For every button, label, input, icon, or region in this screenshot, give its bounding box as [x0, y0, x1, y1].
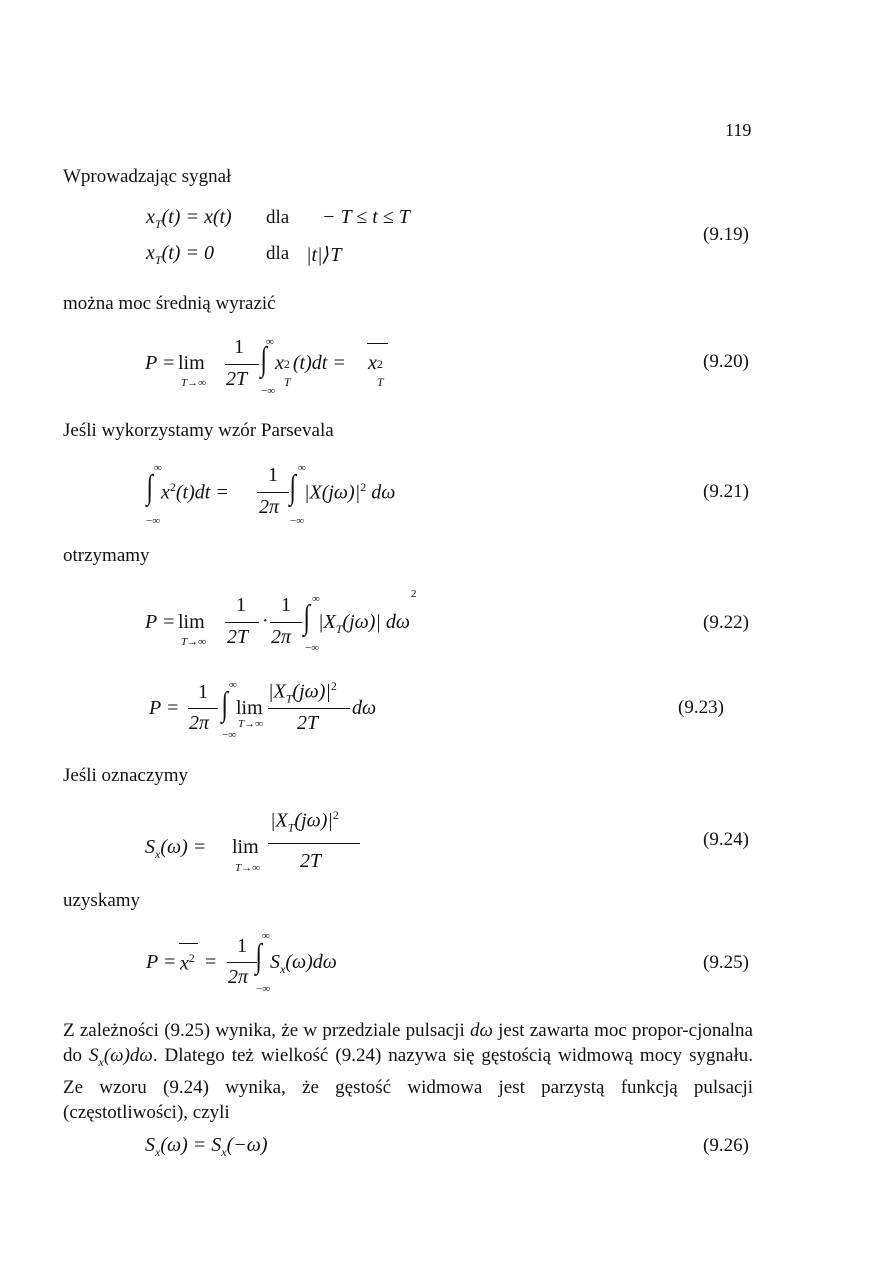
eq-9-19-x: x	[146, 206, 155, 228]
eq-9-21-integral-sign-2: ∫	[289, 469, 296, 506]
eq-9-24-lim-sub: T→∞	[235, 862, 260, 874]
eq-9-22-number: (9.22)	[703, 612, 749, 633]
eq-9-26-s-sub: x	[155, 1145, 161, 1159]
eq-9-26-rest: (ω) =	[160, 1134, 207, 1156]
eq-9-25-frac-line	[227, 962, 257, 963]
eq-9-20-number: (9.20)	[703, 351, 749, 372]
eq-9-24-rest: (ω) =	[160, 836, 207, 858]
eq-9-22-lower: −∞	[305, 642, 320, 654]
eq-9-24-frac-num	[270, 808, 339, 836]
para-sx-sub: x	[98, 1054, 104, 1069]
eq-9-24-frac-line	[268, 843, 360, 844]
eq-9-25-rest: (ω)dω	[285, 951, 337, 973]
eq-9-25-s: S	[270, 951, 280, 973]
eq-9-19-number: (9.19)	[703, 224, 749, 245]
eq-9-24-lhs	[145, 836, 206, 862]
eq-9-19-sub2: T	[154, 253, 162, 267]
eq-9-26-number: (9.26)	[703, 1135, 749, 1156]
eq-9-20-upper: ∞	[266, 336, 274, 348]
eq-9-25-bar-term	[180, 951, 195, 976]
eq-9-21-lower2: −∞	[290, 515, 305, 527]
eq-9-26-s2: S	[211, 1134, 222, 1156]
eq-9-22-lim-sub: T→∞	[181, 636, 206, 648]
eq-9-20-overbar	[367, 343, 388, 344]
eq-9-21-upper2: ∞	[298, 462, 306, 474]
eq-9-22-lim: lim	[178, 611, 205, 633]
para-sx: S	[89, 1045, 99, 1066]
eq-9-21-sup: 2	[169, 480, 176, 494]
eq-9-20-lhs: P =	[145, 352, 176, 374]
eq-9-26-rhs-rest: (−ω)	[226, 1134, 268, 1156]
eq-9-22-abs: |X	[318, 611, 336, 633]
eq-9-22-frac-line-1	[225, 622, 259, 623]
intro-text-parseval: Jeśli wykorzystamy wzór Parsevala	[63, 420, 334, 441]
eq-9-20-bar-term	[368, 352, 386, 389]
eq-9-25-lower: −∞	[256, 983, 271, 995]
para-sx-rest: (ω)dω	[103, 1045, 153, 1066]
eq-9-22-den2: 2π	[271, 626, 292, 648]
intro-text-power: można moc średnią wyrazić	[63, 293, 276, 314]
eq-9-20-lower: −∞	[261, 385, 276, 397]
eq-9-19-cond1: − T ≤ t ≤ T	[322, 206, 410, 228]
eq-9-23-dw: dω	[352, 697, 377, 719]
eq-9-20-bar-x: x	[368, 352, 377, 374]
eq-9-25-integral-sign: ∫	[255, 938, 262, 975]
eq-9-23-integral-sign: ∫	[221, 686, 228, 723]
eq-9-21-num: 1	[268, 464, 278, 486]
eq-9-22-abs-sub: T	[335, 622, 343, 636]
eq-9-22-upper: ∞	[312, 593, 320, 605]
eq-9-23-num: 1	[198, 681, 208, 703]
eq-9-24-s: S	[145, 836, 155, 858]
eq-9-25-x: x	[180, 952, 189, 975]
eq-9-19-arg2: (t) = 0	[161, 242, 214, 264]
eq-9-22-abs-rest: (jω)|	[342, 611, 381, 633]
eq-9-19-cond2: |t|⟩T	[306, 244, 342, 266]
eq-9-22-lhs: P =	[145, 611, 176, 633]
eq-9-23-lower: −∞	[222, 729, 237, 741]
eq-9-24-lim: lim	[232, 836, 259, 858]
eq-9-21-abs-sup: 2	[360, 480, 367, 494]
eq-9-20-bar-sub: T	[376, 375, 384, 389]
eq-9-22-den1: 2T	[227, 626, 249, 648]
eq-9-21-den: 2π	[259, 496, 280, 518]
eq-9-24-abs-sup: 2	[332, 808, 339, 822]
eq-9-21-frac-line	[257, 492, 289, 493]
eq-9-22-dw: dω	[385, 611, 411, 633]
eq-9-20-frac-line	[225, 364, 259, 365]
eq-9-25-s-sub: x	[280, 962, 286, 976]
eq-9-23-frac-den: 2T	[297, 712, 319, 734]
eq-9-23-den: 2π	[189, 712, 210, 734]
eq-9-23-lhs: P =	[149, 697, 180, 719]
para-part-1: Z zależności (9.25) wynika, że w przedziale pulsacji	[63, 1020, 470, 1041]
eq-9-19-line2	[146, 242, 214, 268]
eq-9-26-s: S	[145, 1134, 155, 1156]
eq-9-19-sub: T	[154, 217, 162, 231]
eq-9-25-upper: ∞	[262, 930, 270, 942]
eq-9-19-x2: x	[146, 242, 155, 264]
eq-9-20-bar-sup: 2	[376, 357, 383, 371]
eq-9-23-frac-num	[268, 679, 337, 707]
eq-9-19-word2: dla	[266, 243, 290, 264]
para-part-3: . Dlatego też wielkość (9.24) nazywa się gęstością widmową mocy sygnału. Ze wzoru (9.24) wynika, że gęstość widmowa jest parzystą funkcją pulsacji (częstotliwości), czyli	[63, 1045, 753, 1123]
eq-9-23-abs-sup: 2	[330, 679, 337, 693]
eq-9-20-integral-sign: ∫	[260, 341, 267, 378]
eq-9-21-number: (9.21)	[703, 481, 749, 502]
eq-9-25-sup: 2	[188, 951, 195, 965]
eq-9-24-abs-sub: T	[287, 820, 295, 835]
eq-9-19-word1: dla	[266, 207, 290, 228]
eq-9-25-overbar	[179, 943, 198, 944]
eq-9-23-abs-sub: T	[285, 691, 293, 706]
eq-9-20-num: 1	[234, 336, 244, 358]
eq-9-24-s-sub: x	[155, 847, 161, 861]
para-dw: dω	[469, 1020, 493, 1041]
eq-9-26-s2-sub: x	[221, 1145, 227, 1159]
eq-9-20-x: x	[275, 352, 284, 374]
eq-9-22-num1: 1	[236, 594, 246, 616]
eq-9-26-lhs	[145, 1134, 268, 1160]
eq-9-19-arg1: (t) = x(t)	[161, 206, 232, 228]
eq-9-22-num2: 1	[281, 594, 291, 616]
eq-9-20-den: 2T	[226, 368, 248, 390]
eq-9-20-lim-sub: T→∞	[181, 377, 206, 389]
eq-9-20-lim: lim	[178, 352, 205, 374]
eq-9-21-rest: (t)dt =	[175, 481, 229, 504]
intro-text-signal: Wprowadzając sygnał	[63, 166, 232, 187]
intro-text-denote: Jeśli oznaczymy	[63, 765, 189, 786]
eq-9-23-abs-rest: (jω)|	[292, 680, 331, 703]
eq-9-23-upper: ∞	[229, 679, 237, 691]
eq-9-24-number: (9.24)	[703, 829, 749, 850]
eq-9-21-x: x	[161, 481, 170, 504]
eq-9-22-integral-sign: ∫	[303, 599, 310, 636]
eq-9-20-integrand	[275, 352, 346, 389]
eq-9-25-eq: =	[205, 951, 217, 973]
eq-9-23-lim-sub: T→∞	[238, 718, 263, 730]
eq-9-21-lower1: −∞	[146, 515, 161, 527]
eq-9-20-rest: (t)dt =	[292, 352, 346, 374]
intro-text-obtain-2: uzyskamy	[63, 890, 141, 911]
eq-9-25-num: 1	[237, 935, 247, 957]
eq-9-20-sub: T	[283, 375, 291, 389]
eq-9-23-lim: lim	[236, 697, 263, 719]
eq-9-21-integral-sign-1: ∫	[146, 469, 153, 506]
eq-9-25-lhs: P =	[146, 951, 177, 973]
eq-9-24-abs-rest: (jω)|	[294, 809, 333, 832]
eq-9-21-dw: dω	[371, 481, 396, 504]
eq-9-24-frac-den: 2T	[300, 850, 322, 872]
eq-9-21-lhs	[161, 480, 229, 505]
eq-9-25-number: (9.25)	[703, 952, 749, 973]
eq-9-23-frac-line	[188, 708, 218, 709]
intro-text-obtain: otrzymamy	[63, 545, 150, 566]
page-number: 119	[725, 120, 752, 140]
eq-9-21-abs: |X(jω)|	[304, 481, 361, 504]
para-part-2: jest zawarta moc propor-cjonalna do	[63, 1020, 753, 1066]
eq-9-21-upper1: ∞	[154, 462, 162, 474]
eq-9-22-rhs	[318, 611, 410, 637]
body-paragraph	[63, 1018, 753, 1125]
eq-9-23-number: (9.23)	[678, 697, 724, 718]
eq-9-19-line1	[146, 206, 232, 232]
eq-9-22-frac-line-2	[270, 622, 302, 623]
eq-9-23-frac-line-2	[268, 708, 350, 709]
eq-9-23-abs: |X	[268, 680, 286, 703]
eq-9-25-rhs	[270, 951, 337, 977]
eq-9-24-abs: |X	[270, 809, 288, 832]
eq-9-21-rhs	[304, 480, 395, 505]
eq-9-20-sup: 2	[283, 357, 290, 371]
eq-9-22-dot: ·	[262, 610, 269, 632]
eq-9-22-sup: 2	[411, 588, 417, 600]
eq-9-25-den: 2π	[228, 966, 249, 988]
